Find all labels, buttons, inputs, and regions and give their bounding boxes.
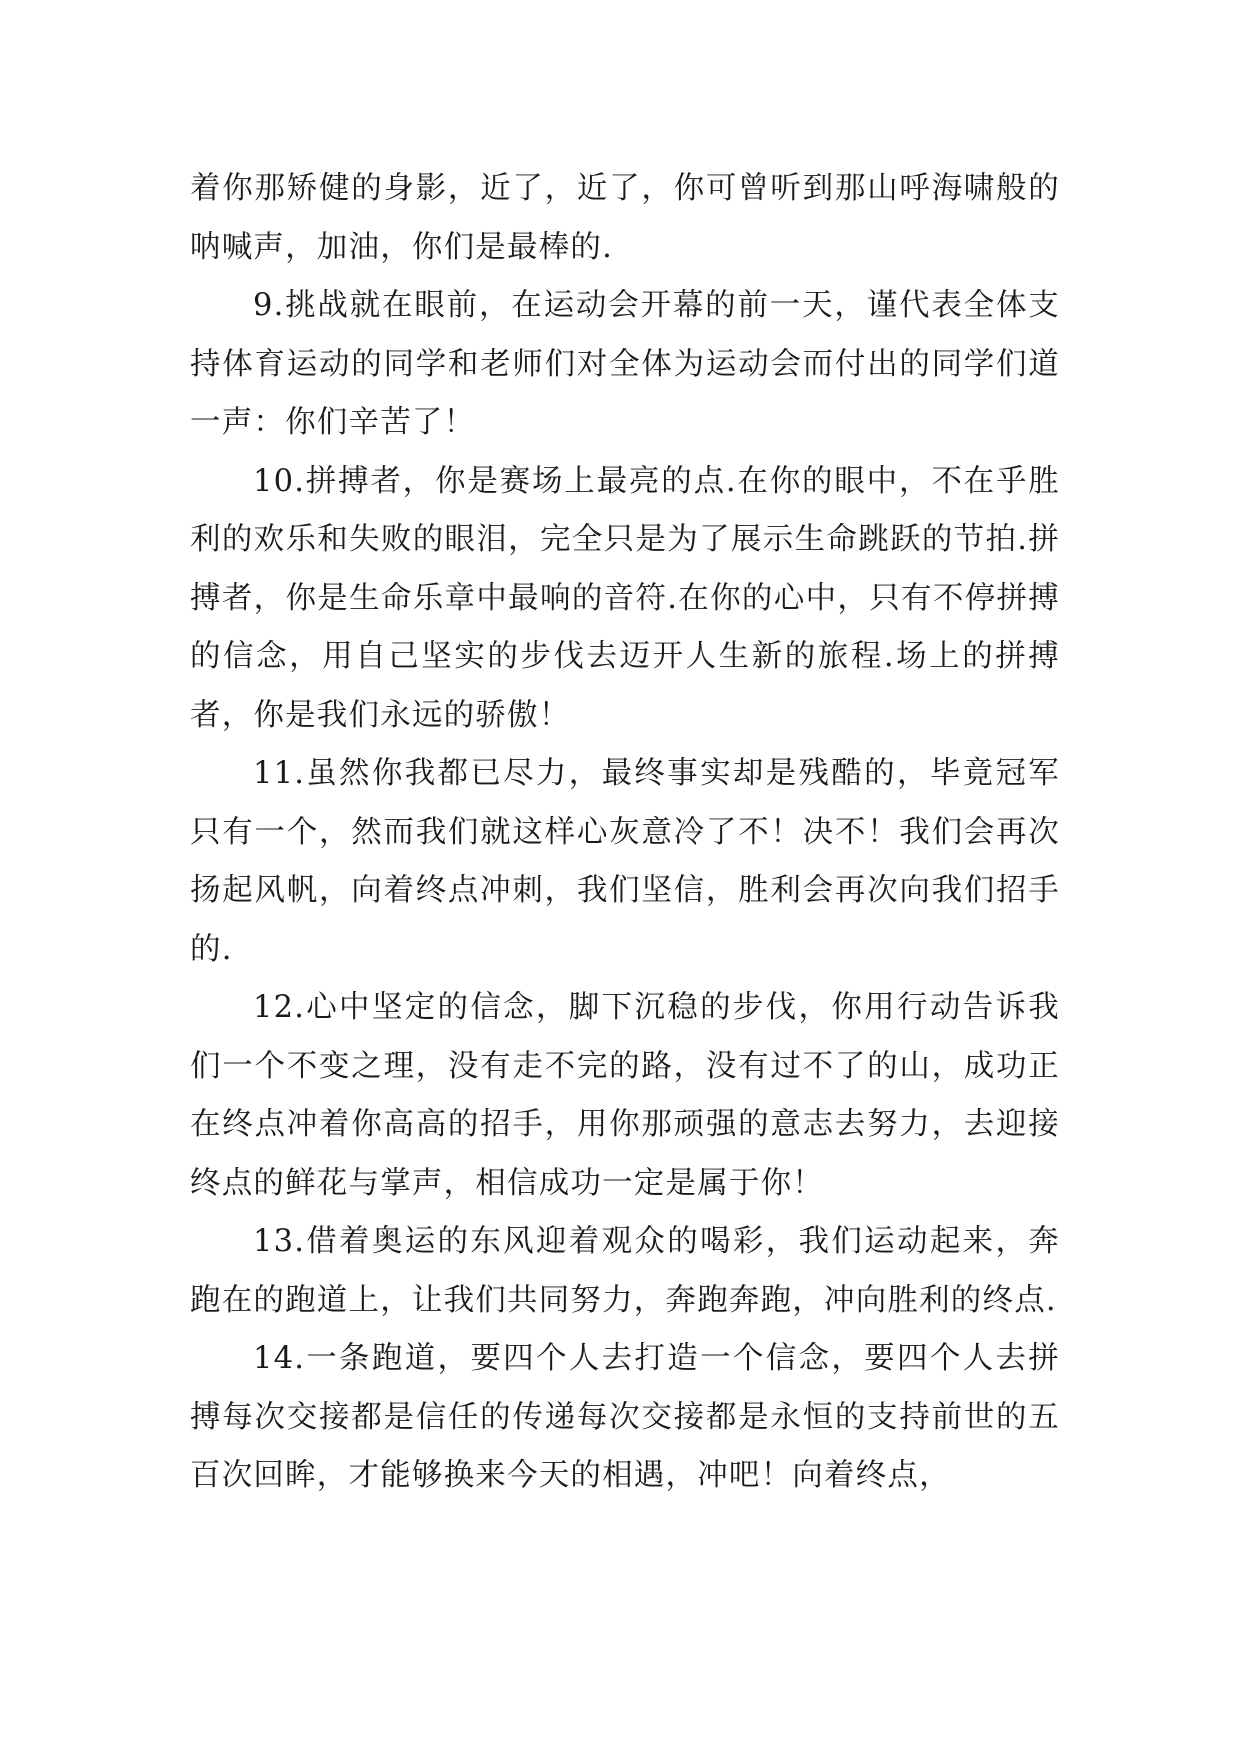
document-body (190, 160, 1060, 1506)
paragraph-13: 13.借着奥运的东风迎着观众的喝彩，我们运动起来，奔跑在的跑道上，让我们共同努力，奔跑奔跑，冲向胜利的终点. (190, 1224, 1060, 1318)
paragraph-10: 10.拼搏者，你是赛场上最亮的点.在你的眼中，不在乎胜利的欢乐和失败的眼泪，完全只是为了展示生命跳跃的节拍.拼搏者，你是生命乐章中最响的音符.在你的心中，只有不停拼搏的信念，用自己坚实的步伐去迈开人生新的旅程.场上的拼搏者，你是我们永远的骄傲！ (190, 463, 1060, 733)
paragraph-14: 14.一条跑道，要四个人去打造一个信念，要四个人去拼搏每次交接都是信任的传递每次交接都是永恒的支持前世的五百次回眸，才能够换来今天的相遇，冲吧！向着终点， (190, 1341, 1060, 1493)
paragraph-12: 12.心中坚定的信念，脚下沉稳的步伐，你用行动告诉我们一个不变之理，没有走不完的路，没有过不了的山，成功正在终点冲着你高高的招手，用你那顽强的意志去努力，去迎接终点的鲜花与掌声，相信成功一定是属于你！ (190, 990, 1060, 1201)
paragraph-8-continuation: 着你那矫健的身影，近了，近了，你可曾听到那山呼海啸般的呐喊声，加油，你们是最棒的. (190, 171, 1060, 265)
paragraph-9: 9.挑战就在眼前，在运动会开幕的前一天，谨代表全体支持体育运动的同学和老师们对全体为运动会而付出的同学们道一声：你们辛苦了！ (190, 288, 1060, 440)
paragraph-11: 11.虽然你我都已尽力，最终事实却是残酷的，毕竟冠军只有一个，然而我们就这样心灰意冷了不！决不！我们会再次扬起风帆，向着终点冲刺，我们坚信，胜利会再次向我们招手的. (190, 756, 1060, 967)
